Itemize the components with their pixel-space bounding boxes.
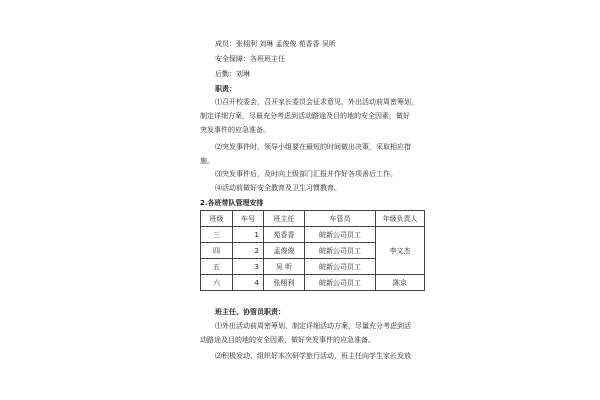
logistics-line: 后勤：刘琳: [215, 70, 250, 78]
table-row: [201, 227, 425, 243]
cell-bus-number: 4: [233, 275, 264, 291]
cell-class: 三: [201, 227, 233, 243]
cell-class: 四: [201, 243, 233, 259]
header-grade-leader: 年级负责人: [376, 211, 425, 227]
duty2-line-b: 施。: [200, 157, 214, 165]
cell-supervisor: 皖新公司员工: [305, 259, 376, 275]
bus-assignment-table: [200, 210, 425, 291]
cell-bus-number: 2: [233, 243, 264, 259]
teacher-duty2-line-a: ⑵积极发动、组织好本次研学旅行活动，班主任向学生家长发放: [215, 352, 411, 360]
cell-supervisor: 皖新公司员工: [305, 227, 376, 243]
teacher-duty1-line-b: 动路途及目的地的安全因素，做好突发事件的应急准备。: [200, 336, 375, 344]
cell-class: 六: [201, 275, 233, 291]
cell-teacher: 苑香香: [264, 227, 305, 243]
cell-bus-number: 1: [233, 227, 264, 243]
header-bus-number: 车号: [233, 211, 264, 227]
teacher-duties-heading: 班主任、协管员职责：: [215, 308, 285, 316]
header-supervisor: 车管员: [305, 211, 376, 227]
cell-supervisor: 皖新公司员工: [305, 243, 376, 259]
cell-bus-number: 3: [233, 259, 264, 275]
cell-grade-leader: 陈京: [376, 275, 425, 291]
duty1-line-a: ⑴召开校委会，召开家长委员会征求意见，外出活动前周密筹划，: [215, 98, 418, 106]
teacher-duty1-line-a: ⑴外出活动前周密筹划，制定详细活动方案，尽量充分考虑到活: [215, 322, 411, 330]
cell-class: 五: [201, 259, 233, 275]
members-line: 成员：张栩利 刘琳 孟俊俊 苑香香 吴昕: [215, 40, 336, 48]
duty3-line: ⑶突发事件后，及时向上级部门汇报并作好各项善后工作。: [215, 170, 397, 178]
duty1-line-c: 突发事件的应急准备。: [200, 126, 270, 134]
header-class: 班级: [201, 211, 233, 227]
duty4-line: ⑷活动前做好安全教育及卫生习惯教育。: [215, 184, 341, 192]
header-teacher: 班主任: [264, 211, 305, 227]
cell-teacher: 孟俊俊: [264, 243, 305, 259]
section2-title: 2.各班带队管理安排: [200, 199, 264, 207]
table-header-row: [201, 211, 425, 227]
cell-supervisor: 皖新公司员工: [305, 275, 376, 291]
cell-teacher: 张栩利: [264, 275, 305, 291]
cell-teacher: 吴 昕: [264, 259, 305, 275]
cell-grade-leader: 李文杰: [376, 227, 425, 275]
table-row: [201, 275, 425, 291]
duty1-line-b: 制定详细方案，尽最充分考虑到活动路途及目的地的安全因素，做好: [200, 112, 410, 120]
safety-line: 安全保障：各班班主任: [215, 55, 285, 63]
duty2-line-a: ⑵突发事件时，领导小组要在最短的时间做出决策，采取相应措: [215, 143, 411, 151]
duties-heading: 职责：: [215, 85, 236, 93]
